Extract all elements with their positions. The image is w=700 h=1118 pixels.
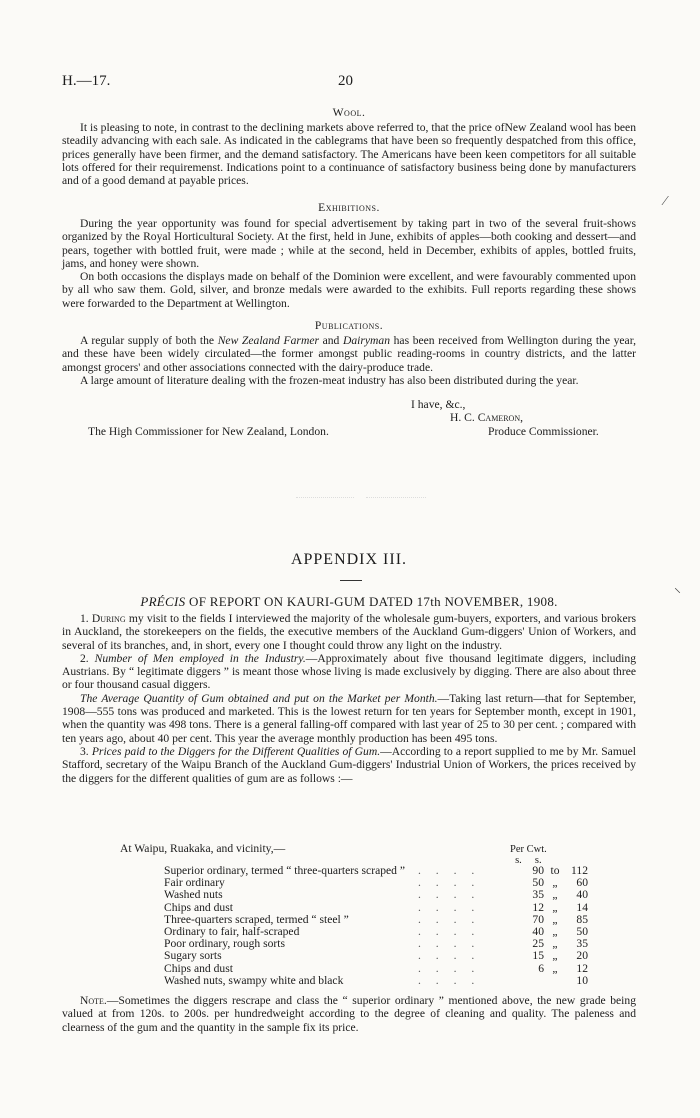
quality-cell: Washed nuts, swampy white and black xyxy=(164,973,344,987)
exhibitions-heading: Exhibitions. xyxy=(318,201,380,214)
price-high-cell: 112 xyxy=(571,864,588,877)
quality-cell: Fair ordinary xyxy=(164,876,225,890)
price-separator: „ xyxy=(552,900,558,914)
wool-paragraph: It is pleasing to note, in contrast to the declining markets above referred to, that the price ofNew Zealand wool has been steadily advancing with each sale. As indicated in the cablegrams that have been so frequently despatched from this office, prices generally have been firmer, and the demand satisfactory. The Americans have been keen competitors for all suitable lots offered for their requiremenst. Indications point to a continuance of satisfactory business being done by manufacturers and of a good demand at payable prices. xyxy=(62,121,636,188)
price-low-cell: 25 xyxy=(532,937,544,951)
faint-mark xyxy=(366,497,426,498)
price-separator: „ xyxy=(552,937,558,951)
signatory-title: Produce Commissioner. xyxy=(488,425,599,438)
leader-dots: . . . . xyxy=(418,876,481,890)
margin-mark: ⸜ xyxy=(674,581,681,596)
table-row xyxy=(120,975,588,987)
quality-cell: Chips and dust xyxy=(164,961,233,975)
price-low-cell: 40 xyxy=(532,925,544,939)
note-paragraph: Note.—Sometimes the diggers rescrape and class the “ superior ordinary ” mentioned above, the new grade being valued at from 120s. to 200s. per hundredweight according to the degree of cleaning and quality. The paleness and clearness of the gum and the quantity in the sample fix its price. xyxy=(62,994,636,1034)
table-row xyxy=(120,889,588,901)
appendix-title: APPENDIX III. xyxy=(290,551,408,568)
divider xyxy=(340,580,362,581)
price-high-cell: 50 xyxy=(576,925,588,939)
leader-dots: . . . . xyxy=(418,900,481,914)
price-separator: „ xyxy=(552,961,558,975)
page-number: 20 xyxy=(338,73,353,89)
publications-paragraph-1: A regular supply of both the New Zealand Farmer and Dairyman has been received from Wellington during the year, and these have been widely circulated—the former amongst public reading-rooms in country districts, and the latter amongst grocers' and other associations connected with the dairy-produce trade. xyxy=(62,334,636,374)
quality-cell: Ordinary to fair, half-scraped xyxy=(164,925,300,939)
price-low-cell xyxy=(518,975,544,987)
signatory-name: H. C. Cameron, xyxy=(450,411,523,424)
price-high-cell: 40 xyxy=(576,888,588,902)
wool-heading: Wool. xyxy=(332,106,366,119)
margin-mark: ⁄ xyxy=(664,194,667,209)
price-separator: „ xyxy=(552,925,558,939)
report-paragraph-4: 3. Prices paid to the Diggers for the Different Qualities of Gum.—According to a report supplied to me by Mr. Samuel Stafford, secretary of the Waipu Branch of the Auckland Gum-diggers' Industrial Union of Workers, the prices received by the diggers for the different qualities of gum are as follows :— xyxy=(62,744,637,785)
price-separator xyxy=(544,975,566,987)
report-paragraph-1: 1. During my visit to the fields I interviewed the majority of the wholesale gum-buyers, exporters, and various brokers in Auckland, the storekeepers on the fields, the executive members of the Auckland Gum-diggers' Union of Workers, and several of its branches, and, in short, every one I thought could throw any light on the industry. xyxy=(62,612,637,652)
per-cwt-label: Per Cwt. xyxy=(510,844,547,855)
addressee: The High Commissioner for New Zealand, London. xyxy=(88,425,329,438)
price-table xyxy=(120,865,588,987)
leader-dots: . . . . xyxy=(418,961,481,975)
report-paragraph-3: The Average Quantity of Gum obtained and put on the Market per Month.—Taking last return—that for September, 1908—555 tons was produced and marketed. This is the lowest return for ten years for September month, except in 1901, when the quantity was 498 tons. There is a general falling-off compared with last year of 25 to 30 per cent. ; compared with ten years ago, about 40 per cent. This year the average monthly production has been 495 tons. xyxy=(62,691,636,745)
faint-mark xyxy=(296,497,354,498)
leader-dots: . . . . xyxy=(418,912,481,926)
exhibitions-paragraph-1: During the year opportunity was found for special advertisement by taking part in two of the several fruit-shows organized by the Royal Horticultural Society. At the first, held in June, exhibits of apples—both cooking and dessert—and pears, together with bottled fruit, were made ; while at the second, held in December, exhibits of apples, bottled fruits, jams, and honey were shown. xyxy=(62,217,636,270)
price-low-cell: 50 xyxy=(532,876,544,890)
price-high-cell: 20 xyxy=(576,949,588,963)
note-section xyxy=(62,994,636,1034)
publications-paragraph-2: A large amount of literature dealing with the frozen-meat industry has also been distributed during the year. xyxy=(80,373,579,387)
publications-heading: Publications. xyxy=(314,319,384,332)
quality-cell: Poor ordinary, rough sorts xyxy=(164,937,285,951)
quality-cell: Superior ordinary, termed “ three-quarters scraped ” xyxy=(164,864,405,877)
price-high-cell: 14 xyxy=(576,900,588,914)
publications-section xyxy=(62,334,636,387)
price-separator: „ xyxy=(552,949,558,963)
quality-cell: Chips and dust xyxy=(164,900,233,914)
wool-section xyxy=(62,121,636,187)
leader-dots: . . . . xyxy=(418,973,481,987)
price-low-cell: 15 xyxy=(532,949,544,963)
closing: I have, &c., xyxy=(411,398,466,411)
price-high-cell: 35 xyxy=(576,937,588,951)
exhibitions-section xyxy=(62,217,636,310)
table-row xyxy=(120,950,588,962)
leader-dots: . . . . xyxy=(418,864,481,877)
leader-dots: . . . . xyxy=(418,888,481,902)
report-paragraph-2: 2. Number of Men employed in the Industry.—Approximately about five thousand legitimate diggers, including Austrians. By “ legitimate diggers ” is meant those whose living is made exclusively by digging. There are also about three or four thousand casual diggers. xyxy=(62,651,636,692)
price-low-cell: 6 xyxy=(538,961,544,975)
table-header xyxy=(510,844,547,866)
report-code: H.—17. xyxy=(62,73,111,89)
price-high-cell: 12 xyxy=(576,961,588,975)
price-low-cell: 70 xyxy=(532,912,544,926)
leader-dots: . . . . xyxy=(418,949,481,963)
price-separator: „ xyxy=(552,888,558,902)
price-low-cell: 35 xyxy=(532,888,544,902)
price-separator: to xyxy=(550,864,560,877)
table-row xyxy=(120,902,588,914)
price-high-cell: 85 xyxy=(576,912,588,926)
leader-dots: . . . . xyxy=(418,925,481,939)
report-section xyxy=(62,612,636,785)
price-high-cell: 60 xyxy=(576,876,588,890)
table-row xyxy=(120,963,588,975)
exhibitions-paragraph-2: On both occasions the displays made on behalf of the Dominion were excellent, and were favourably commented upon by all who saw them. Gold, silver, and bronze medals were awarded to the exhibits. Full reports regarding these shows were forwarded to the Department at Wellington. xyxy=(62,270,636,310)
price-high-cell: 10 xyxy=(576,973,588,987)
quality-cell: Washed nuts xyxy=(164,888,223,902)
price-separator: „ xyxy=(552,912,558,926)
quality-cell: Sugary sorts xyxy=(164,949,222,963)
price-low-cell: 90 xyxy=(532,864,544,877)
price-low-cell: 12 xyxy=(532,900,544,914)
leader-dots: . . . . xyxy=(418,937,481,951)
precis-title: PRÉCIS OF REPORT ON KAURI-GUM DATED 17th NOVEMBER, 1908. xyxy=(140,594,558,609)
price-separator: „ xyxy=(552,876,558,890)
table-intro: At Waipu, Ruakaka, and vicinity,— xyxy=(120,842,286,855)
shilling-units: s. s. xyxy=(515,855,542,866)
quality-cell: Three-quarters scraped, termed “ steel ” xyxy=(164,912,349,926)
